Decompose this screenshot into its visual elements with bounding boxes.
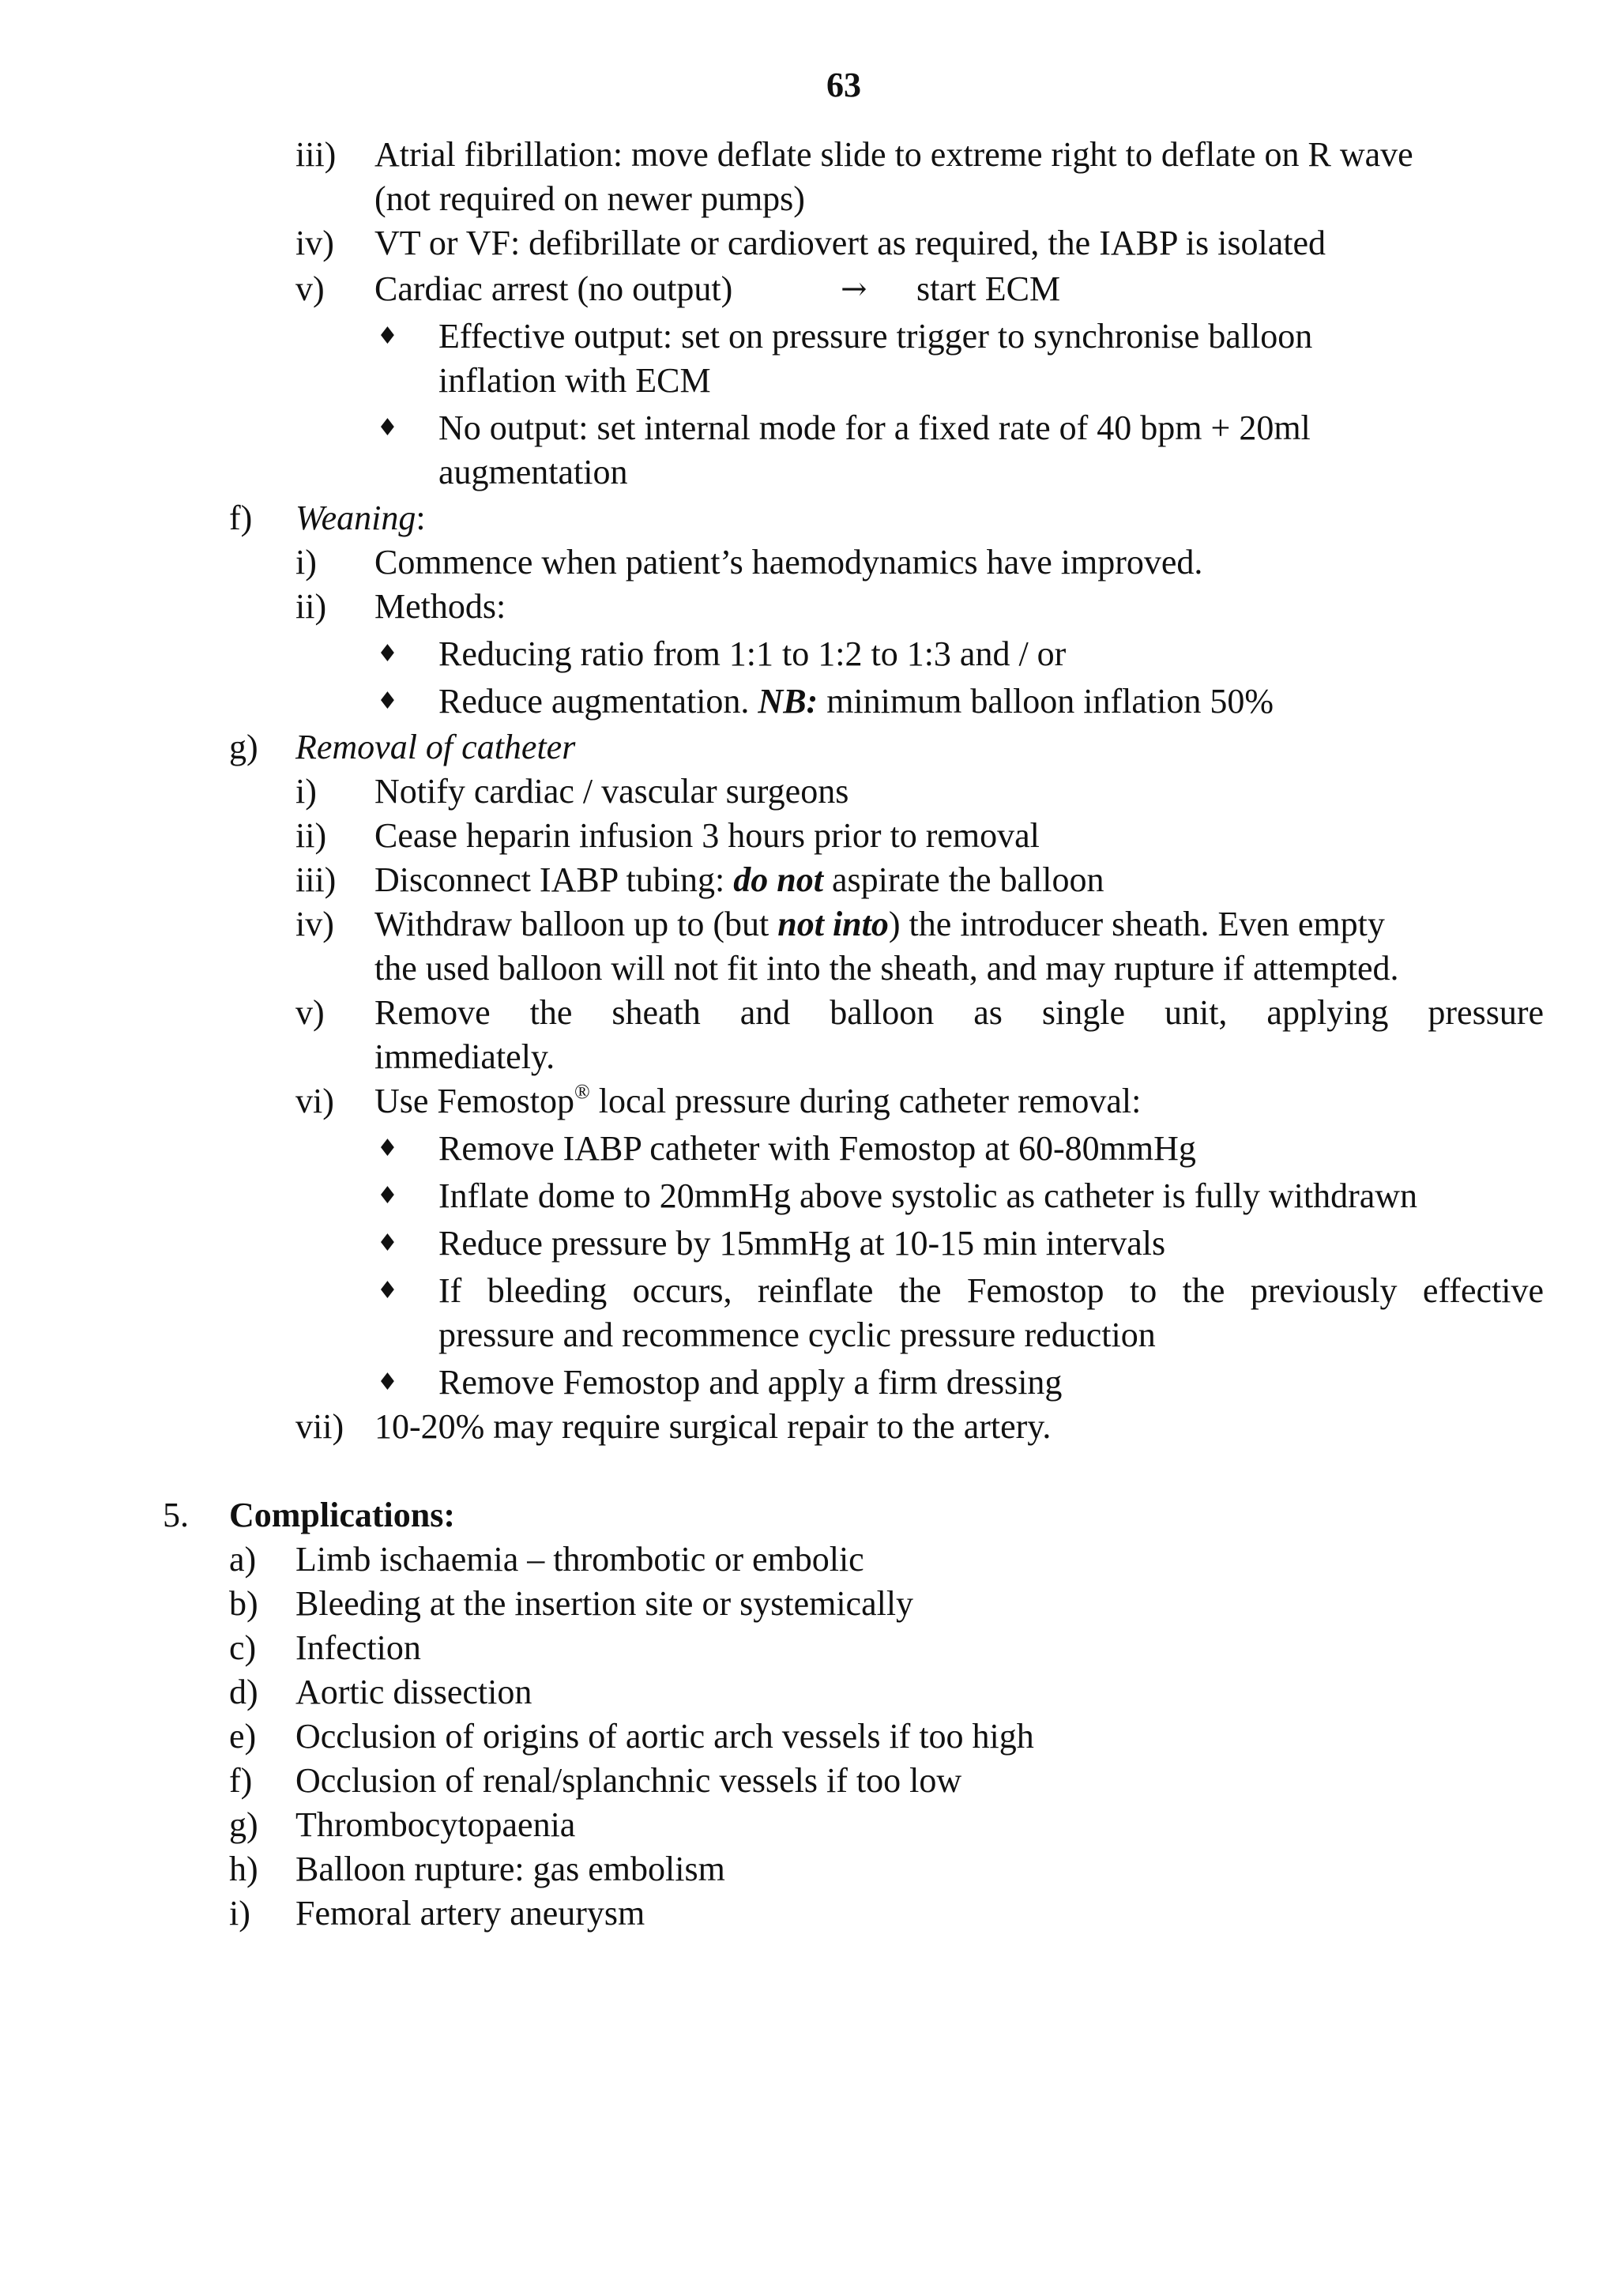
bullet-text: pressure and recommence cyclic pressure reduction: [438, 1315, 1156, 1354]
section-title: Removal of catheter: [295, 728, 576, 766]
bullet-text: augmentation: [438, 453, 628, 491]
bullet-text: inflation with ECM: [438, 361, 711, 400]
bullet-text: Effective output: set on pressure trigger to synchronise balloon: [438, 317, 1313, 356]
diamond-bullet-icon: ♦: [377, 414, 398, 442]
diamond-bullet-icon: ♦: [377, 1368, 398, 1396]
bullet-text: Remove IABP catheter with Femostop at 60-80mmHg: [438, 1129, 1196, 1168]
item-label: ii): [295, 587, 327, 626]
item-text: 10-20% may require surgical repair to the artery.: [374, 1407, 1052, 1446]
item-text: Femoral artery aneurysm: [295, 1894, 645, 1933]
item-text: Remove the sheath and balloon as single unit, applying pressure: [374, 993, 1544, 1032]
bullet-text: Reducing ratio from 1:1 to 1:2 to 1:3 and / or: [438, 634, 1067, 673]
item-text: Atrial fibrillation: move deflate slide to extreme right to deflate on R wave: [374, 135, 1413, 174]
diamond-bullet-icon: ♦: [377, 1135, 398, 1162]
bullet-text: Inflate dome to 20mmHg above systolic as catheter is fully withdrawn: [438, 1176, 1418, 1215]
item-text: Disconnect IABP tubing:: [374, 860, 734, 899]
item-text: Notify cardiac / vascular surgeons: [374, 772, 849, 811]
item-text: aspirate the balloon: [822, 860, 1104, 899]
section-title: Complications:: [229, 1496, 455, 1534]
item-label: iii): [295, 860, 337, 899]
bullet-text: Remove Femostop and apply a firm dressing: [438, 1363, 1063, 1402]
item-text: Cardiac arrest (no output): [374, 269, 733, 308]
diamond-bullet-icon: ♦: [377, 322, 398, 350]
item-text: local pressure during catheter removal:: [589, 1082, 1142, 1120]
item-label: h): [229, 1850, 258, 1888]
item-text: Thrombocytopaenia: [295, 1805, 576, 1844]
item-label: v): [295, 269, 325, 308]
item-label: g): [229, 1805, 258, 1844]
item-text: Withdraw balloon up to (but: [374, 905, 778, 943]
item-text: ) the introducer sheath. Even empty: [888, 905, 1385, 943]
item-text: Occlusion of renal/splanchnic vessels if too low: [295, 1761, 962, 1800]
section-label: g): [229, 728, 258, 766]
item-label: ii): [295, 816, 327, 855]
item-text: (not required on newer pumps): [374, 179, 805, 218]
item-label: v): [295, 993, 325, 1032]
diamond-bullet-icon: ♦: [377, 640, 398, 668]
item-text: Occlusion of origins of aortic arch vessels if too high: [295, 1717, 1034, 1756]
item-label: e): [229, 1717, 257, 1756]
bullet-text: minimum balloon inflation 50%: [818, 682, 1274, 721]
colon: :: [416, 499, 426, 537]
page-number: 63: [826, 66, 861, 104]
item-text: Infection: [295, 1628, 421, 1667]
item-label: vii): [295, 1407, 344, 1446]
item-label: d): [229, 1673, 258, 1711]
item-text: VT or VF: defibrillate or cardiovert as required, the IABP is isolated: [374, 224, 1326, 262]
bullet-text: If bleeding occurs, reinflate the Femostop to the previously effective: [438, 1271, 1544, 1310]
diamond-bullet-icon: ♦: [377, 687, 398, 715]
section-label: f): [229, 499, 253, 537]
emphasis-text: do not: [733, 860, 823, 899]
item-label: f): [229, 1761, 253, 1800]
item-label: b): [229, 1584, 258, 1623]
diamond-bullet-icon: ♦: [377, 1182, 398, 1210]
item-label: c): [229, 1628, 257, 1667]
item-label: i): [229, 1894, 250, 1933]
item-text: Limb ischaemia – thrombotic or embolic: [295, 1540, 864, 1579]
diamond-bullet-icon: ♦: [377, 1277, 398, 1304]
item-label: iv): [295, 224, 334, 262]
item-text: Bleeding at the insertion site or systemically: [295, 1584, 914, 1623]
bullet-text: Reduce augmentation.: [438, 682, 758, 721]
item-text: immediately.: [374, 1037, 555, 1076]
arrow-right-icon: →: [841, 271, 867, 307]
item-label: i): [295, 543, 317, 582]
item-text: Use Femostop: [374, 1082, 574, 1120]
bullet-text: Reduce pressure by 15mmHg at 10-15 min intervals: [438, 1224, 1166, 1263]
item-text: the used balloon will not fit into the sheath, and may rupture if attempted.: [374, 949, 1399, 988]
item-label: iii): [295, 135, 337, 174]
item-text: Aortic dissection: [295, 1673, 532, 1711]
item-text: Balloon rupture: gas embolism: [295, 1850, 725, 1888]
bullet-text: No output: set internal mode for a fixed rate of 40 bpm + 20ml: [438, 408, 1311, 447]
item-label: i): [295, 772, 317, 811]
item-text: Methods:: [374, 587, 506, 626]
item-text: Cease heparin infusion 3 hours prior to removal: [374, 816, 1040, 855]
item-label: vi): [295, 1082, 334, 1120]
item-text: Commence when patient’s haemodynamics have improved.: [374, 543, 1203, 582]
diamond-bullet-icon: ♦: [377, 1229, 398, 1257]
section-number: 5.: [163, 1496, 189, 1534]
item-label: a): [229, 1540, 257, 1579]
item-text: start ECM: [916, 269, 1061, 308]
emphasis-text: not into: [777, 905, 889, 943]
item-label: iv): [295, 905, 334, 943]
registered-mark: ®: [574, 1080, 590, 1103]
nb-note-label: NB:: [758, 682, 818, 721]
section-title: Weaning: [295, 499, 416, 537]
